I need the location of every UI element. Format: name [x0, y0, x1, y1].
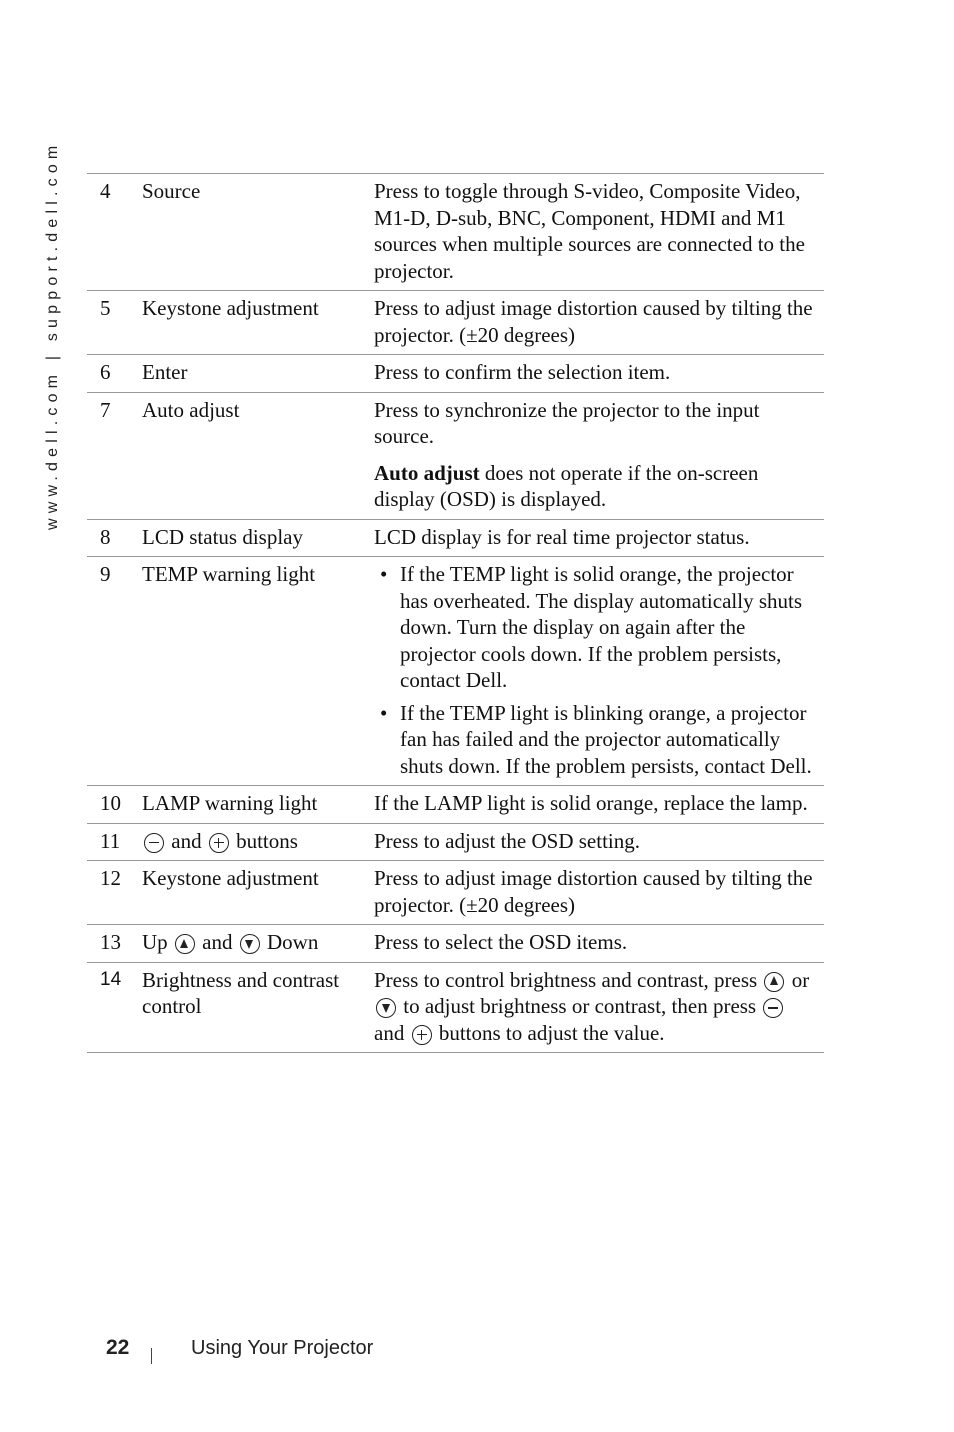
item-name: [142, 925, 374, 963]
footer-separator: [151, 1348, 152, 1364]
description-text: Press to confirm the selection item.: [374, 360, 671, 384]
item-description: [374, 861, 824, 925]
description-text: Press to toggle through S-video, Composite Video, M1-D, D-sub, BNC, Component, HDMI and M1 sources when multiple sources are connected to the projector.: [374, 179, 805, 283]
plus-button-icon: [412, 1025, 432, 1045]
item-description: [374, 962, 824, 1053]
table-row: [87, 823, 824, 861]
item-description: [374, 355, 824, 393]
row-number: 6: [87, 355, 142, 393]
desc-part: and: [374, 1020, 405, 1045]
item-name: LCD status display: [142, 519, 374, 557]
item-description: [374, 392, 824, 519]
note-text: does not operate if the on-screen display (OSD) is displayed.: [374, 460, 759, 511]
description-text: Press to adjust image distortion caused by tilting the projector. (±20 degrees): [374, 296, 813, 347]
row-number: 11: [87, 823, 142, 861]
item-description: [374, 823, 824, 861]
table-row: [87, 557, 824, 786]
bullet-list: [374, 561, 820, 779]
item-name: Keystone adjustment: [142, 291, 374, 355]
down-button-icon: [240, 934, 260, 954]
table-row: [87, 861, 824, 925]
row-number: 4: [87, 174, 142, 291]
row-number: 13: [87, 925, 142, 963]
item-name: TEMP warning light: [142, 557, 374, 786]
table-row: [87, 392, 824, 519]
section-title: Using Your Projector: [191, 1337, 374, 1359]
item-name: Enter: [142, 355, 374, 393]
item-name: [142, 823, 374, 861]
item-name: LAMP warning light: [142, 786, 374, 824]
table-row: [87, 519, 824, 557]
minus-button-icon: [763, 998, 783, 1018]
row-number: 8: [87, 519, 142, 557]
plus-button-icon: [209, 833, 229, 853]
desc-part: Press to control brightness and contrast, press: [374, 967, 758, 992]
row-number: 7: [87, 392, 142, 519]
table-row: [87, 962, 824, 1053]
row-number: 12: [87, 861, 142, 925]
desc-part: to adjust brightness or contrast, then press: [403, 994, 757, 1018]
table-row: [87, 925, 824, 963]
item-description: [374, 519, 824, 557]
row-number: 14: [87, 962, 142, 1053]
name-up-text: Up: [142, 930, 168, 954]
item-description: [374, 557, 824, 786]
item-description: [374, 925, 824, 963]
side-url-text: www.dell.com | support.dell.com: [44, 140, 61, 530]
desc-part: or: [791, 967, 810, 992]
description-text: If the LAMP light is solid orange, replace the lamp.: [374, 791, 808, 815]
description-text: Press to adjust the OSD setting.: [374, 828, 640, 853]
table-row: [87, 174, 824, 291]
row-number: 9: [87, 557, 142, 786]
item-description: [374, 174, 824, 291]
up-button-icon: [764, 972, 784, 992]
bullet-item: • If the TEMP light is solid orange, the projector has overheated. The display automatically shuts down. Turn the display on again after the projector cools down. If the problem persists, contact Dell.: [374, 561, 820, 694]
name-down-text: Down: [267, 930, 319, 954]
down-button-icon: [376, 998, 396, 1018]
item-name: Auto adjust: [142, 392, 374, 519]
description-text: [374, 967, 820, 1047]
up-button-icon: [175, 934, 195, 954]
name-and-text: and: [171, 828, 202, 853]
item-name: Source: [142, 174, 374, 291]
item-name: Brightness and contrast control: [142, 962, 374, 1053]
item-description: [374, 291, 824, 355]
row-number: 10: [87, 786, 142, 824]
description-text: Press to synchronize the projector to the input source.: [374, 397, 760, 448]
description-text: Press to adjust image distortion caused by tilting the projector. (±20 degrees): [374, 866, 813, 917]
description-text: LCD display is for real time projector status.: [374, 524, 750, 549]
table-row: [87, 355, 824, 393]
name-and-text: and: [202, 930, 233, 954]
button-description-table: [87, 173, 824, 1053]
minus-button-icon: [144, 833, 164, 853]
name-tail-text: buttons: [236, 828, 298, 853]
bullet-item: • If the TEMP light is blinking orange, a projector fan has failed and the projector automatically shuts down. If the problem persists, contact Dell.: [374, 700, 820, 780]
note-bold-term: Auto adjust: [374, 460, 480, 485]
desc-part: buttons to adjust the value.: [438, 1020, 665, 1045]
item-name: Keystone adjustment: [142, 861, 374, 925]
table-row: [87, 786, 824, 824]
row-number: 5: [87, 291, 142, 355]
item-description: [374, 786, 824, 824]
table-row: [87, 291, 824, 355]
description-text: Press to select the OSD items.: [374, 930, 628, 954]
description-note: [374, 460, 820, 513]
page-number: 22: [106, 1336, 130, 1359]
